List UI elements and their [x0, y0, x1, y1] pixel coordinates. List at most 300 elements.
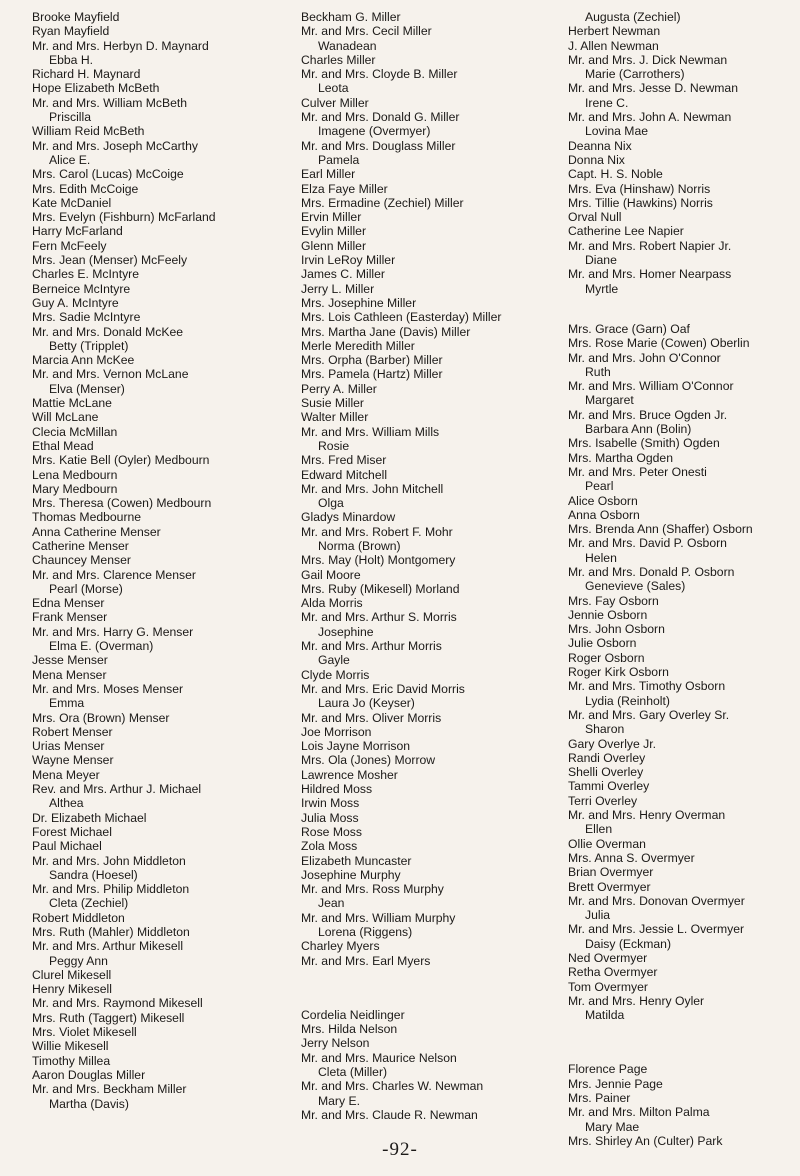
entry-name: Mrs. May (Holt) Montgomery [301, 553, 456, 568]
directory-entry [568, 880, 800, 894]
directory-entry [301, 325, 563, 339]
directory-entry [301, 582, 563, 596]
entry-name: Ervin Miller [301, 210, 362, 225]
directory-entry [301, 796, 563, 810]
directory-entry [301, 296, 563, 310]
directory-entry [568, 994, 800, 1023]
entry-name: Mr. and Mrs. Cecil Miller [301, 24, 432, 39]
directory-entry [32, 267, 294, 281]
directory-entry [568, 239, 800, 268]
directory-entry [32, 1039, 294, 1053]
entry-name: Clecia McMillan [32, 424, 118, 439]
directory-entry [32, 725, 294, 739]
entry-name: Mr. and Mrs. Arthur Morris [301, 639, 442, 654]
directory-entry [568, 536, 800, 565]
entry-name: Mr. and Mrs. Jessie L. Overmyer [568, 922, 745, 937]
directory-entry [301, 253, 563, 267]
entry-name: Julia Moss [301, 810, 359, 825]
directory-entry [568, 322, 800, 336]
entry-name: Mr. and Mrs. Donald McKee [32, 324, 184, 339]
entry-name: Elizabeth Muncaster [301, 853, 412, 868]
directory-entry [568, 837, 800, 851]
entry-name: Berneice McIntyre [32, 281, 131, 296]
directory-entry [32, 553, 294, 567]
entry-spouse-name: Marie (Carrothers) [585, 67, 685, 82]
directory-entry [568, 167, 800, 181]
entry-name: Mr. and Mrs. Peter Onesti [568, 464, 707, 479]
entry-name: Mr. and Mrs. J. Dick Newman [568, 52, 728, 67]
directory-entry [32, 968, 294, 982]
entry-name: Mrs. Martha Ogden [568, 450, 673, 465]
directory-entry [32, 325, 294, 354]
entry-name: Mrs. Fred Miser [301, 453, 387, 468]
directory-entry [301, 725, 563, 739]
directory-entry [301, 1036, 563, 1050]
entry-name: Mrs. Brenda Ann (Shaffer) Osborn [568, 522, 753, 537]
directory-entry [32, 882, 294, 911]
directory-entry [568, 224, 800, 238]
entry-name: Mr. and Mrs. William McBeth [32, 95, 188, 110]
directory-entry [301, 1079, 563, 1108]
entry-name: Cordelia Neidlinger [301, 1007, 405, 1022]
entry-name: Mrs. Ola (Jones) Morrow [301, 753, 436, 768]
entry-spouse-name: Rosie [318, 438, 350, 453]
directory-entry [32, 468, 294, 482]
entry-name: Timothy Millea [32, 1053, 111, 1068]
entry-name: Mr. and Mrs. Robert F. Mohr [301, 524, 453, 539]
entry-name: Wayne Menser [32, 753, 114, 768]
entry-name: Mr. and Mrs. Maurice Nelson [301, 1050, 457, 1065]
entry-name: Mrs. Carol (Lucas) McCoige [32, 167, 184, 182]
entry-name: Mrs. Ruby (Mikesell) Morland [301, 581, 460, 596]
directory-entry [32, 625, 294, 654]
directory-entry [32, 825, 294, 839]
entry-name: Mrs. Tillie (Hawkins) Norris [568, 195, 713, 210]
entry-name: Anna Osborn [568, 507, 640, 522]
directory-entry [32, 182, 294, 196]
entry-name: Mr. and Mrs. Jesse D. Newman [568, 81, 738, 96]
section-gap [568, 296, 800, 322]
directory-entry [32, 668, 294, 682]
entry-name: Guy A. McIntyre [32, 295, 119, 310]
entry-name: J. Allen Newman [568, 38, 659, 53]
entry-name: Mr. and Mrs. Homer Nearpass [568, 267, 732, 282]
entry-spouse-name: Matilda [585, 1008, 625, 1023]
entry-name: Mena Menser [32, 667, 107, 682]
directory-entry [301, 453, 563, 467]
directory-entry [32, 196, 294, 210]
directory-entry [32, 124, 294, 138]
entry-name: Mr. and Mrs. Vernon McLane [32, 367, 189, 382]
entry-name: Mr. and Mrs. Moses Menser [32, 681, 184, 696]
directory-entry [568, 1062, 800, 1076]
directory-entry [568, 851, 800, 865]
directory-entry [32, 282, 294, 296]
directory-entry [301, 610, 563, 639]
entry-name: Mr. and Mrs. William Mills [301, 424, 440, 439]
directory-entry [32, 96, 294, 125]
entry-spouse-name: Lovina Mae [585, 124, 649, 139]
entry-spouse-name: Wanadean [318, 38, 377, 53]
directory-entry [568, 139, 800, 153]
entry-name: Catherine Lee Napier [568, 224, 684, 239]
directory-entry [32, 353, 294, 367]
directory-entry [568, 451, 800, 465]
entry-name: Mrs. Orpha (Barber) Miller [301, 353, 443, 368]
entry-name: Merle Meredith Miller [301, 338, 415, 353]
directory-entry [32, 596, 294, 610]
entry-name: Earl Miller [301, 167, 356, 182]
entry-spouse-name: Josephine [318, 624, 374, 639]
entry-spouse-name: Olga [318, 496, 344, 511]
entry-spouse-name: Sandra (Hoesel) [49, 867, 138, 882]
entry-name: Zola Moss [301, 839, 358, 854]
entry-spouse-name: Sharon [585, 722, 625, 737]
directory-entry [301, 182, 563, 196]
directory-entry [32, 39, 294, 68]
entry-name: Joe Morrison [301, 724, 372, 739]
entry-name: Mr. and Mrs. Harry G. Menser [32, 624, 194, 639]
directory-entry [568, 153, 800, 167]
entry-spouse-name: Cleta (Miller) [318, 1065, 388, 1080]
entry-name: Beckham G. Miller [301, 10, 401, 24]
entry-name: Mrs. Violet Mikesell [32, 1025, 137, 1040]
entry-name: Roger Osborn [568, 650, 645, 665]
directory-entry [301, 825, 563, 839]
directory-entry [301, 939, 563, 953]
entry-name: Mr. and Mrs. Douglass Miller [301, 138, 456, 153]
directory-entry [32, 782, 294, 811]
entry-name: Richard H. Maynard [32, 67, 141, 82]
directory-entry [32, 925, 294, 939]
entry-name: Gladys Minardow [301, 510, 396, 525]
entry-name: Charles Miller [301, 52, 376, 67]
entry-name: Augusta (Zechiel) [585, 10, 681, 24]
entry-name: Aaron Douglas Miller [32, 1067, 146, 1082]
entry-name: Retha Overmyer [568, 965, 658, 980]
directory-entry [32, 510, 294, 524]
directory-entry [32, 210, 294, 224]
directory-entry [32, 982, 294, 996]
directory-entry [301, 210, 563, 224]
entry-name: Mr. and Mrs. Bruce Ogden Jr. [568, 407, 728, 422]
directory-entry [568, 665, 800, 679]
name-column-3 [568, 10, 800, 1148]
directory-entry [301, 196, 563, 210]
entry-name: Mrs. Hilda Nelson [301, 1022, 398, 1037]
entry-name: Lois Jayne Morrison [301, 739, 411, 754]
entry-name: Alda Morris [301, 596, 363, 611]
directory-entry [568, 565, 800, 594]
entry-name: Paul Michael [32, 839, 102, 854]
directory-entry [32, 525, 294, 539]
entry-name: Jerry Nelson [301, 1036, 370, 1051]
entry-spouse-name: Martha (Davis) [49, 1096, 129, 1111]
entry-name: Hope Elizabeth McBeth [32, 81, 160, 96]
directory-entry [32, 839, 294, 853]
entry-name: Mr. and Mrs. Donald P. Osborn [568, 564, 735, 579]
directory-entry [32, 610, 294, 624]
directory-entry [568, 508, 800, 522]
entry-name: Fern McFeely [32, 238, 107, 253]
entry-name: Hildred Moss [301, 782, 373, 797]
entry-spouse-name: Cleta (Zechiel) [49, 896, 129, 911]
entry-name: Mr. and Mrs. John Middleton [32, 853, 186, 868]
entry-name: Ollie Overman [568, 836, 646, 851]
directory-entry [301, 53, 563, 67]
entry-spouse-name: Mary Mae [585, 1119, 640, 1134]
entry-spouse-name: Margaret [585, 393, 634, 408]
directory-entry [301, 468, 563, 482]
entry-spouse-name: Irene C. [585, 95, 629, 110]
directory-entry [568, 808, 800, 837]
entry-name: Mr. and Mrs. William O'Connor [568, 379, 734, 394]
entry-name: Mr. and Mrs. Oliver Morris [301, 710, 442, 725]
entry-name: Mr. and Mrs. Herbyn D. Maynard [32, 38, 209, 53]
entry-name: Mrs. Martha Jane (Davis) Miller [301, 324, 471, 339]
entry-spouse-name: Pearl (Morse) [49, 581, 123, 596]
directory-entry [32, 939, 294, 968]
directory-entry [568, 267, 800, 296]
directory-entry [301, 382, 563, 396]
entry-name: Mr. and Mrs. Joseph McCarthy [32, 138, 198, 153]
entry-name: Robert Middleton [32, 910, 125, 925]
directory-entry [568, 951, 800, 965]
directory-entry [568, 794, 800, 808]
directory-entry [32, 1054, 294, 1068]
directory-entry [32, 1011, 294, 1025]
entry-name: Culver Miller [301, 95, 369, 110]
directory-entry [301, 425, 563, 454]
entry-name: Ethal Mead [32, 438, 94, 453]
entry-name: Jennie Osborn [568, 607, 648, 622]
directory-entry [32, 425, 294, 439]
entry-spouse-name: Julia [585, 908, 611, 923]
name-column-1 [32, 10, 294, 1111]
directory-entry [301, 353, 563, 367]
directory-entry [32, 911, 294, 925]
section-gap [568, 1022, 800, 1062]
directory-entry [568, 594, 800, 608]
entry-name: Mrs. Theresa (Cowen) Medbourn [32, 496, 212, 511]
directory-entry [32, 1082, 294, 1111]
entry-name: Edna Menser [32, 596, 105, 611]
entry-name: Mr. and Mrs. Arthur S. Morris [301, 610, 457, 625]
directory-entry [32, 1025, 294, 1039]
directory-entry [568, 24, 800, 38]
entry-name: Shelli Overley [568, 765, 644, 780]
entry-name: Frank Menser [32, 610, 108, 625]
directory-entry [301, 1008, 563, 1022]
directory-entry [32, 768, 294, 782]
entry-name: Mrs. Grace (Garn) Oaf [568, 321, 690, 336]
directory-entry [301, 367, 563, 381]
entry-name: Mr. and Mrs. Earl Myers [301, 953, 431, 968]
entry-spouse-name: Daisy (Eckman) [585, 936, 672, 951]
entry-name: Mena Meyer [32, 767, 100, 782]
entry-name: Mr. and Mrs. Ross Murphy [301, 882, 444, 897]
entry-name: Willie Mikesell [32, 1039, 109, 1054]
entry-name: Mr. and Mrs. Henry Overman [568, 808, 726, 823]
directory-entry [301, 753, 563, 767]
directory-entry [568, 608, 800, 622]
entry-spouse-name: Emma [49, 696, 85, 711]
entry-name: Gail Moore [301, 567, 361, 582]
directory-entry [32, 10, 294, 24]
directory-entry [32, 482, 294, 496]
entry-name: Henry Mikesell [32, 982, 112, 997]
directory-entry [301, 954, 563, 968]
entry-name: Mrs. Eva (Hinshaw) Norris [568, 181, 711, 196]
entry-name: Irvin LeRoy Miller [301, 253, 396, 268]
entry-name: Mr. and Mrs. William Murphy [301, 910, 456, 925]
directory-entry [32, 539, 294, 553]
entry-name: Lawrence Mosher [301, 767, 398, 782]
directory-entry [301, 67, 563, 96]
directory-entry [32, 367, 294, 396]
entry-name: Elza Faye Miller [301, 181, 388, 196]
entry-spouse-name: Alice E. [49, 152, 91, 167]
entry-name: Mrs. Ermadine (Zechiel) Miller [301, 195, 464, 210]
directory-entry [301, 110, 563, 139]
entry-name: Jerry L. Miller [301, 281, 375, 296]
directory-entry [568, 751, 800, 765]
entry-spouse-name: Lydia (Reinholt) [585, 693, 670, 708]
entry-name: Mrs. Shirley An (Culter) Park [568, 1133, 723, 1148]
entry-name: Josephine Murphy [301, 867, 401, 882]
entry-name: Mr. and Mrs. John Mitchell [301, 481, 444, 496]
entry-name: Mrs. Rose Marie (Cowen) Oberlin [568, 336, 750, 351]
entry-name: Mrs. Josephine Miller [301, 295, 417, 310]
directory-entry [568, 679, 800, 708]
entry-name: Anna Catherine Menser [32, 524, 161, 539]
entry-name: Dr. Elizabeth Michael [32, 810, 147, 825]
entry-name: Harry McFarland [32, 224, 123, 239]
entry-name: Mrs. Ruth (Taggert) Mikesell [32, 1010, 185, 1025]
entry-spouse-name: Jean [318, 896, 345, 911]
entry-name: Herbert Newman [568, 24, 661, 39]
directory-entry [32, 739, 294, 753]
directory-entry [568, 522, 800, 536]
entry-spouse-name: Betty (Tripplet) [49, 338, 129, 353]
directory-entry [301, 167, 563, 181]
directory-entry [568, 110, 800, 139]
entry-name: Terri Overley [568, 793, 638, 808]
entry-name: Rev. and Mrs. Arthur J. Michael [32, 782, 202, 797]
entry-name: Mary Medbourn [32, 481, 118, 496]
entry-spouse-name: Ruth [585, 364, 611, 379]
entry-name: Mrs. Edith McCoige [32, 181, 139, 196]
directory-entry [32, 653, 294, 667]
entry-name: Mrs. Sadie McIntyre [32, 310, 141, 325]
directory-entry [32, 296, 294, 310]
directory-entry [301, 525, 563, 554]
entry-name: Ned Overmyer [568, 951, 648, 965]
directory-entry [568, 779, 800, 793]
directory-entry [32, 439, 294, 453]
entry-name: Catherine Menser [32, 538, 129, 553]
directory-entry [32, 496, 294, 510]
directory-entry [301, 854, 563, 868]
directory-entry [32, 67, 294, 81]
directory-entry [32, 854, 294, 883]
directory-entry [32, 711, 294, 725]
entry-spouse-name: Genevieve (Sales) [585, 579, 686, 594]
directory-entry [301, 482, 563, 511]
directory-entry [568, 465, 800, 494]
entry-name: Irwin Moss [301, 796, 360, 811]
directory-entry [568, 53, 800, 82]
directory-entry [32, 239, 294, 253]
entry-name: Mrs. Katie Bell (Oyler) Medbourn [32, 453, 210, 468]
directory-entry [568, 436, 800, 450]
entry-name: Mr. and Mrs. Eric David Morris [301, 681, 465, 696]
entry-spouse-name: Pamela [318, 152, 360, 167]
entry-spouse-name: Ellen [585, 822, 613, 837]
entry-name: Mrs. Isabelle (Smith) Ogden [568, 436, 720, 451]
entry-name: Mr. and Mrs. David P. Osborn [568, 536, 727, 551]
entry-name: Gary Overlye Jr. [568, 736, 657, 751]
entry-name: Mr. and Mrs. Beckham Miller [32, 1082, 187, 1097]
directory-entry [32, 253, 294, 267]
directory-entry [301, 768, 563, 782]
directory-entry [568, 980, 800, 994]
directory-entry [32, 568, 294, 597]
entry-spouse-name: Laura Jo (Keyser) [318, 696, 415, 711]
entry-name: Mr. and Mrs. Raymond Mikesell [32, 996, 203, 1011]
directory-entry [32, 410, 294, 424]
entry-spouse-name: Helen [585, 550, 617, 565]
entry-name: Mattie McLane [32, 396, 112, 411]
directory-entry [301, 711, 563, 725]
directory-entry [301, 568, 563, 582]
directory-entry [301, 267, 563, 281]
directory-entry [568, 336, 800, 350]
entry-name: Mr. and Mrs. Donald G. Miller [301, 110, 460, 125]
entry-name: Mr. and Mrs. Claude R. Newman [301, 1107, 478, 1122]
entry-name: Mrs. Lois Cathleen (Easterday) Miller [301, 310, 502, 325]
entry-name: Mrs. Anna S. Overmyer [568, 850, 695, 865]
directory-entry [32, 167, 294, 181]
entry-name: Mr. and Mrs. Arthur Mikesell [32, 939, 184, 954]
directory-entry [301, 1108, 563, 1122]
entry-name: Brian Overmyer [568, 865, 654, 880]
directory-entry [301, 396, 563, 410]
directory-entry [32, 1068, 294, 1082]
entry-name: Mr. and Mrs. Henry Oyler [568, 993, 705, 1008]
directory-entry [568, 39, 800, 53]
directory-entry [301, 739, 563, 753]
entry-name: Mr. and Mrs. Cloyde B. Miller [301, 67, 458, 82]
entry-name: James C. Miller [301, 267, 385, 282]
directory-entry [301, 10, 563, 24]
directory-entry [301, 510, 563, 524]
directory-entry [301, 410, 563, 424]
entry-name: Lena Medbourn [32, 467, 118, 482]
entry-name: Mrs. Jennie Page [568, 1076, 663, 1091]
directory-entry [301, 139, 563, 168]
directory-entry [32, 310, 294, 324]
entry-name: Brett Overmyer [568, 879, 651, 894]
entry-name: Capt. H. S. Noble [568, 167, 663, 182]
directory-entry [568, 1091, 800, 1105]
entry-spouse-name: Lorena (Riggens) [318, 925, 413, 939]
entry-spouse-name: Mary E. [318, 1093, 360, 1108]
entry-name: Mr. and Mrs. Donovan Overmyer [568, 893, 745, 908]
entry-name: Deanna Nix [568, 138, 632, 153]
directory-entry [301, 782, 563, 796]
entry-name: Susie Miller [301, 396, 364, 411]
